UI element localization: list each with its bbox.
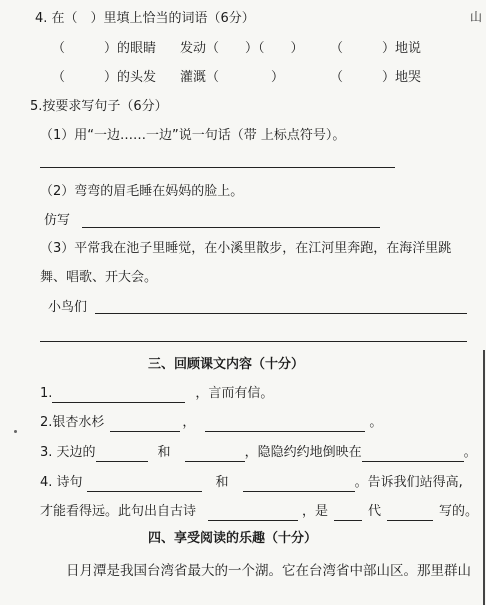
s3-item4b-text: 才能看得远。此句出自古诗 (40, 504, 197, 519)
q5-s3-prefix: 小鸟们 (48, 300, 88, 315)
s3-item4-blank-2[interactable] (243, 477, 355, 492)
q4-row1-a: （ ）的眼睛 (52, 41, 157, 56)
s3-item3 (40, 444, 477, 462)
s3-item3-blank-2[interactable] (185, 447, 245, 462)
s3-item4b-end: 写的。 (439, 504, 479, 519)
s3-item4-text: 4. 诗句 (40, 475, 83, 490)
s3-item2-end: 。 (369, 415, 383, 430)
s3-item2 (40, 414, 382, 432)
s3-item3-text: 3. 天边的 (40, 445, 96, 460)
s3-item2-blank-1[interactable] (110, 417, 180, 432)
section4-heading: 四、享受阅读的乐趣（十分） (148, 531, 318, 546)
q4-row2-c: （ ）地哭 (330, 70, 422, 85)
s3-item1-text: ，言而有信。 (195, 386, 274, 401)
q5-title: 5.按要求写句子（6分） (30, 99, 168, 114)
s3-item4b-poem-blank[interactable] (208, 506, 298, 521)
s3-item4-blank-1[interactable] (87, 477, 202, 492)
s3-item4-continued (40, 503, 478, 521)
s3-item3-mid: ，隐隐约约地倒映在 (244, 445, 362, 460)
section4-passage: 日月潭是我国台湾省最大的一个湖。它在台湾省中部山区。那里群山 (66, 563, 471, 579)
s3-item3-end: 。 (463, 445, 477, 460)
s3-item4b-author-blank[interactable] (387, 506, 433, 521)
s3-item2-blank-2[interactable] (205, 417, 365, 432)
s3-item2-comma: ， (182, 415, 196, 430)
s3-item1 (40, 385, 273, 403)
s3-item3-blank-1[interactable] (96, 447, 148, 462)
s3-item2-text: 2.银杏水杉 (40, 415, 105, 430)
s3-item1-blank[interactable] (52, 388, 185, 403)
q4-row2-a: （ ）的头发 (52, 70, 157, 85)
q5-s3-line1: （3）平常我在池子里睡觉，在小溪里散步，在江河里奔跑，在海洋里跳 (40, 241, 452, 256)
q5-s1: （1）用“一边……一边”说一句话（带 上标点符号）。 (40, 128, 346, 143)
q4-row2-b: 灌溉（ ） (180, 70, 285, 85)
section3-heading: 三、回顾课文内容（十分） (148, 357, 305, 372)
s3-item4b-dynasty-blank[interactable] (334, 506, 362, 521)
q4-row1-b: 发动（ ）（ ） (180, 41, 304, 56)
s3-item4b-is: ，是 (302, 504, 329, 519)
s3-item4b-dynasty: 代 (368, 504, 382, 519)
scan-speck (14, 430, 17, 433)
q4-title: 4. 在（ ）里填上恰当的词语（6分） (35, 11, 255, 26)
q5-s2: （2）弯弯的眉毛睡在妈妈的脸上。 (40, 184, 244, 199)
s3-item3-blank-3[interactable] (362, 447, 464, 462)
q5-s1-answer-line[interactable] (40, 167, 395, 168)
right-edge-bar (483, 350, 485, 605)
s3-item1-number: 1. (40, 386, 53, 401)
q5-s3-answer-line-2[interactable] (40, 341, 467, 342)
q4-row1-c: （ ）地说 (330, 41, 422, 56)
s3-item4-end: 。告诉我们站得高, (354, 475, 463, 490)
q5-s3-line2: 舞、唱歌、开大会。 (40, 270, 158, 285)
q5-s3-answer-line-1[interactable] (95, 313, 467, 314)
s3-item3-and: 和 (157, 445, 171, 460)
margin-char-top-right: 山 (470, 10, 483, 24)
s3-item4 (40, 474, 463, 492)
s3-item4-and: 和 (215, 475, 229, 490)
q5-s2-answer-line[interactable] (82, 227, 380, 228)
q5-s2-imitate-label: 仿写 (44, 213, 71, 228)
